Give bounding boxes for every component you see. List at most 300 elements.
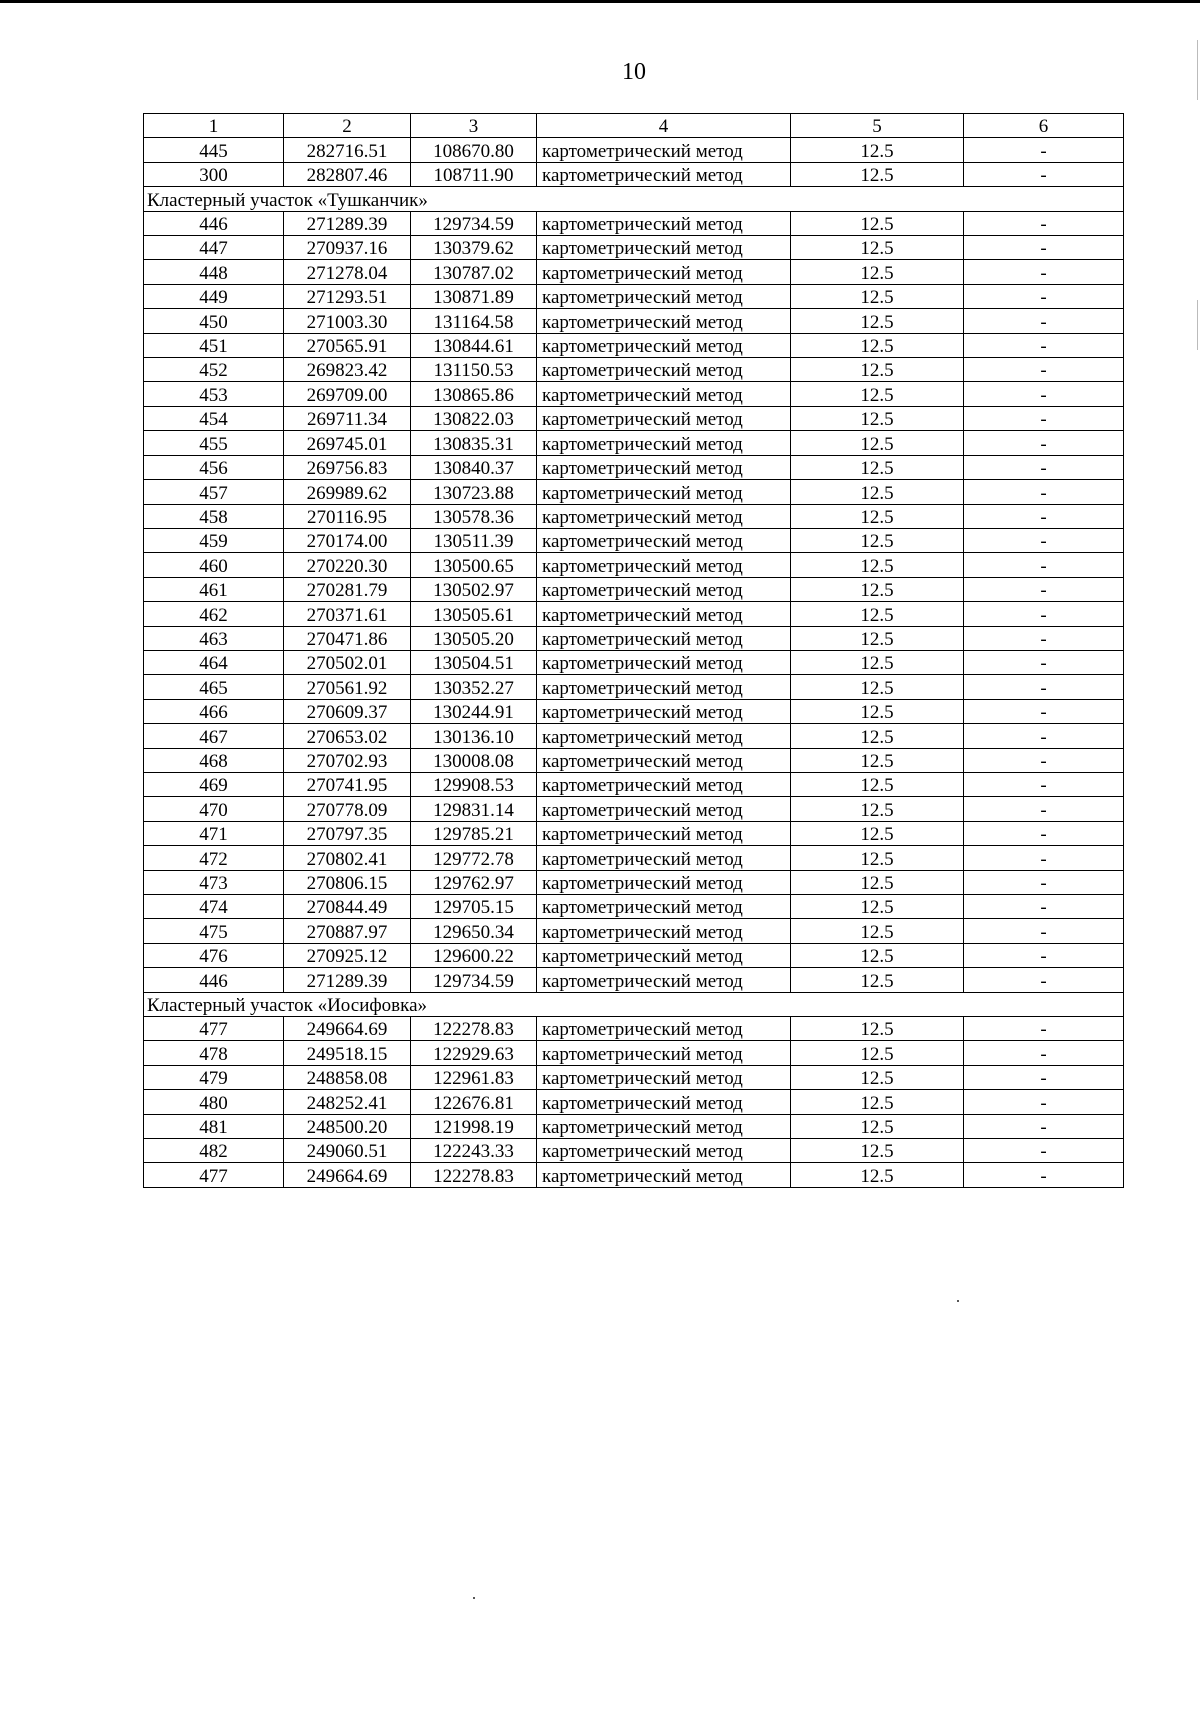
method-cell: картометрический метод	[537, 772, 791, 796]
section-row	[144, 187, 1124, 211]
method-cell: картометрический метод	[537, 138, 791, 162]
note-cell: -	[964, 504, 1124, 528]
method-cell: картометрический метод	[537, 846, 791, 870]
method-cell: картометрический метод	[537, 382, 791, 406]
x-coordinate-cell: 271289.39	[284, 211, 411, 235]
note-cell: -	[964, 382, 1124, 406]
y-coordinate-cell: 130379.62	[411, 236, 537, 260]
point-number-cell: 456	[144, 455, 284, 479]
y-coordinate-cell: 129734.59	[411, 968, 537, 992]
method-cell: картометрический метод	[537, 162, 791, 186]
method-cell: картометрический метод	[537, 1163, 791, 1187]
x-coordinate-cell: 270806.15	[284, 870, 411, 894]
accuracy-cell: 12.5	[791, 358, 964, 382]
header-cell-col-3: 3	[411, 114, 537, 138]
table-row	[144, 1114, 1124, 1138]
x-coordinate-cell: 270471.86	[284, 626, 411, 650]
point-number-cell: 474	[144, 895, 284, 919]
x-coordinate-cell: 269709.00	[284, 382, 411, 406]
note-cell: -	[964, 577, 1124, 601]
x-coordinate-cell: 269823.42	[284, 358, 411, 382]
x-coordinate-cell: 270925.12	[284, 943, 411, 967]
y-coordinate-cell: 122961.83	[411, 1065, 537, 1089]
x-coordinate-cell: 282807.46	[284, 162, 411, 186]
table-row	[144, 528, 1124, 552]
point-number-cell: 470	[144, 797, 284, 821]
x-coordinate-cell: 249664.69	[284, 1163, 411, 1187]
note-cell: -	[964, 1090, 1124, 1114]
note-cell: -	[964, 724, 1124, 748]
note-cell: -	[964, 260, 1124, 284]
method-cell: картометрический метод	[537, 236, 791, 260]
point-number-cell: 461	[144, 577, 284, 601]
note-cell: -	[964, 968, 1124, 992]
y-coordinate-cell: 122243.33	[411, 1139, 537, 1163]
table-row	[144, 797, 1124, 821]
point-number-cell: 463	[144, 626, 284, 650]
method-cell: картометрический метод	[537, 895, 791, 919]
y-coordinate-cell: 130244.91	[411, 699, 537, 723]
accuracy-cell: 12.5	[791, 284, 964, 308]
point-number-cell: 450	[144, 309, 284, 333]
point-number-cell: 455	[144, 431, 284, 455]
table-row	[144, 626, 1124, 650]
table-row	[144, 455, 1124, 479]
point-number-cell: 478	[144, 1041, 284, 1065]
note-cell: -	[964, 138, 1124, 162]
accuracy-cell: 12.5	[791, 797, 964, 821]
table-row	[144, 284, 1124, 308]
table-row	[144, 1041, 1124, 1065]
method-cell: картометрический метод	[537, 553, 791, 577]
x-coordinate-cell: 270174.00	[284, 528, 411, 552]
x-coordinate-cell: 270561.92	[284, 675, 411, 699]
point-number-cell: 300	[144, 162, 284, 186]
x-coordinate-cell: 269756.83	[284, 455, 411, 479]
scan-edge-mark	[1197, 300, 1198, 350]
y-coordinate-cell: 130505.20	[411, 626, 537, 650]
note-cell: -	[964, 1139, 1124, 1163]
method-cell: картометрический метод	[537, 675, 791, 699]
point-number-cell: 466	[144, 699, 284, 723]
accuracy-cell: 12.5	[791, 1114, 964, 1138]
x-coordinate-cell: 271003.30	[284, 309, 411, 333]
accuracy-cell: 12.5	[791, 406, 964, 430]
method-cell: картометрический метод	[537, 724, 791, 748]
y-coordinate-cell: 130844.61	[411, 333, 537, 357]
method-cell: картометрический метод	[537, 968, 791, 992]
y-coordinate-cell: 130723.88	[411, 480, 537, 504]
x-coordinate-cell: 269711.34	[284, 406, 411, 430]
point-number-cell: 479	[144, 1065, 284, 1089]
point-number-cell: 462	[144, 602, 284, 626]
method-cell: картометрический метод	[537, 504, 791, 528]
table-row	[144, 406, 1124, 430]
point-number-cell: 477	[144, 1017, 284, 1041]
method-cell: картометрический метод	[537, 528, 791, 552]
y-coordinate-cell: 131164.58	[411, 309, 537, 333]
x-coordinate-cell: 249664.69	[284, 1017, 411, 1041]
accuracy-cell: 12.5	[791, 577, 964, 601]
table-row	[144, 236, 1124, 260]
y-coordinate-cell: 129772.78	[411, 846, 537, 870]
point-number-cell: 449	[144, 284, 284, 308]
point-number-cell: 446	[144, 211, 284, 235]
note-cell: -	[964, 284, 1124, 308]
x-coordinate-cell: 248500.20	[284, 1114, 411, 1138]
y-coordinate-cell: 130822.03	[411, 406, 537, 430]
y-coordinate-cell: 130136.10	[411, 724, 537, 748]
note-cell: -	[964, 1163, 1124, 1187]
point-number-cell: 472	[144, 846, 284, 870]
table-row	[144, 650, 1124, 674]
table-row	[144, 1090, 1124, 1114]
point-number-cell: 476	[144, 943, 284, 967]
note-cell: -	[964, 1041, 1124, 1065]
note-cell: -	[964, 480, 1124, 504]
note-cell: -	[964, 919, 1124, 943]
y-coordinate-cell: 129785.21	[411, 821, 537, 845]
accuracy-cell: 12.5	[791, 162, 964, 186]
y-coordinate-cell: 129831.14	[411, 797, 537, 821]
method-cell: картометрический метод	[537, 602, 791, 626]
method-cell: картометрический метод	[537, 919, 791, 943]
point-number-cell: 469	[144, 772, 284, 796]
x-coordinate-cell: 270565.91	[284, 333, 411, 357]
x-coordinate-cell: 270653.02	[284, 724, 411, 748]
method-cell: картометрический метод	[537, 358, 791, 382]
table-row	[144, 260, 1124, 284]
table-row	[144, 211, 1124, 235]
note-cell: -	[964, 1114, 1124, 1138]
table-header-row	[144, 114, 1124, 138]
note-cell: -	[964, 699, 1124, 723]
point-number-cell: 454	[144, 406, 284, 430]
table-row	[144, 699, 1124, 723]
note-cell: -	[964, 772, 1124, 796]
method-cell: картометрический метод	[537, 1017, 791, 1041]
method-cell: картометрический метод	[537, 1041, 791, 1065]
accuracy-cell: 12.5	[791, 309, 964, 333]
table-row	[144, 602, 1124, 626]
note-cell: -	[964, 602, 1124, 626]
y-coordinate-cell: 130578.36	[411, 504, 537, 528]
point-number-cell: 471	[144, 821, 284, 845]
note-cell: -	[964, 553, 1124, 577]
y-coordinate-cell: 122676.81	[411, 1090, 537, 1114]
note-cell: -	[964, 797, 1124, 821]
accuracy-cell: 12.5	[791, 650, 964, 674]
point-number-cell: 467	[144, 724, 284, 748]
y-coordinate-cell: 131150.53	[411, 358, 537, 382]
table-row	[144, 772, 1124, 796]
table-row	[144, 431, 1124, 455]
table-row	[144, 504, 1124, 528]
scan-edge-mark	[1197, 40, 1198, 100]
note-cell: -	[964, 211, 1124, 235]
y-coordinate-cell: 129908.53	[411, 772, 537, 796]
method-cell: картометрический метод	[537, 284, 791, 308]
accuracy-cell: 12.5	[791, 1041, 964, 1065]
point-number-cell: 460	[144, 553, 284, 577]
table-row	[144, 724, 1124, 748]
note-cell: -	[964, 1017, 1124, 1041]
y-coordinate-cell: 129762.97	[411, 870, 537, 894]
point-number-cell: 468	[144, 748, 284, 772]
note-cell: -	[964, 1065, 1124, 1089]
accuracy-cell: 12.5	[791, 504, 964, 528]
accuracy-cell: 12.5	[791, 943, 964, 967]
x-coordinate-cell: 270778.09	[284, 797, 411, 821]
y-coordinate-cell: 130504.51	[411, 650, 537, 674]
method-cell: картометрический метод	[537, 333, 791, 357]
y-coordinate-cell: 130505.61	[411, 602, 537, 626]
table-row	[144, 138, 1124, 162]
accuracy-cell: 12.5	[791, 602, 964, 626]
x-coordinate-cell: 248858.08	[284, 1065, 411, 1089]
y-coordinate-cell: 129734.59	[411, 211, 537, 235]
method-cell: картометрический метод	[537, 748, 791, 772]
accuracy-cell: 12.5	[791, 480, 964, 504]
accuracy-cell: 12.5	[791, 626, 964, 650]
table-row	[144, 968, 1124, 992]
point-number-cell: 447	[144, 236, 284, 260]
method-cell: картометрический метод	[537, 650, 791, 674]
note-cell: -	[964, 650, 1124, 674]
note-cell: -	[964, 846, 1124, 870]
point-number-cell: 458	[144, 504, 284, 528]
method-cell: картометрический метод	[537, 455, 791, 479]
x-coordinate-cell: 269745.01	[284, 431, 411, 455]
y-coordinate-cell: 130352.27	[411, 675, 537, 699]
x-coordinate-cell: 270116.95	[284, 504, 411, 528]
method-cell: картометрический метод	[537, 870, 791, 894]
point-number-cell: 473	[144, 870, 284, 894]
section-label: Кластерный участок «Тушканчик»	[144, 187, 1124, 211]
table-body	[144, 114, 1124, 1188]
point-number-cell: 451	[144, 333, 284, 357]
x-coordinate-cell: 269989.62	[284, 480, 411, 504]
note-cell: -	[964, 455, 1124, 479]
accuracy-cell: 12.5	[791, 724, 964, 748]
y-coordinate-cell: 130500.65	[411, 553, 537, 577]
top-edge-rule	[0, 0, 1200, 3]
method-cell: картометрический метод	[537, 797, 791, 821]
section-row	[144, 992, 1124, 1016]
accuracy-cell: 12.5	[791, 919, 964, 943]
point-number-cell: 464	[144, 650, 284, 674]
method-cell: картометрический метод	[537, 211, 791, 235]
note-cell: -	[964, 748, 1124, 772]
method-cell: картометрический метод	[537, 1139, 791, 1163]
header-cell-col-1: 1	[144, 114, 284, 138]
accuracy-cell: 12.5	[791, 236, 964, 260]
table-row	[144, 943, 1124, 967]
y-coordinate-cell: 130502.97	[411, 577, 537, 601]
accuracy-cell: 12.5	[791, 431, 964, 455]
y-coordinate-cell: 130835.31	[411, 431, 537, 455]
y-coordinate-cell: 122278.83	[411, 1163, 537, 1187]
x-coordinate-cell: 270797.35	[284, 821, 411, 845]
x-coordinate-cell: 270281.79	[284, 577, 411, 601]
x-coordinate-cell: 270802.41	[284, 846, 411, 870]
note-cell: -	[964, 333, 1124, 357]
x-coordinate-cell: 248252.41	[284, 1090, 411, 1114]
note-cell: -	[964, 895, 1124, 919]
x-coordinate-cell: 270887.97	[284, 919, 411, 943]
x-coordinate-cell: 271289.39	[284, 968, 411, 992]
y-coordinate-cell: 130787.02	[411, 260, 537, 284]
x-coordinate-cell: 270220.30	[284, 553, 411, 577]
table-row	[144, 162, 1124, 186]
x-coordinate-cell: 270502.01	[284, 650, 411, 674]
method-cell: картометрический метод	[537, 626, 791, 650]
y-coordinate-cell: 130511.39	[411, 528, 537, 552]
scan-dot	[473, 1597, 475, 1599]
accuracy-cell: 12.5	[791, 748, 964, 772]
x-coordinate-cell: 270844.49	[284, 895, 411, 919]
point-number-cell: 459	[144, 528, 284, 552]
note-cell: -	[964, 528, 1124, 552]
page-number: 10	[622, 59, 646, 85]
point-number-cell: 445	[144, 138, 284, 162]
y-coordinate-cell: 122278.83	[411, 1017, 537, 1041]
accuracy-cell: 12.5	[791, 1090, 964, 1114]
y-coordinate-cell: 129600.22	[411, 943, 537, 967]
note-cell: -	[964, 821, 1124, 845]
accuracy-cell: 12.5	[791, 528, 964, 552]
note-cell: -	[964, 870, 1124, 894]
x-coordinate-cell: 271278.04	[284, 260, 411, 284]
section-label: Кластерный участок «Иосифовка»	[144, 992, 1124, 1016]
x-coordinate-cell: 282716.51	[284, 138, 411, 162]
table-row	[144, 1017, 1124, 1041]
x-coordinate-cell: 270609.37	[284, 699, 411, 723]
note-cell: -	[964, 236, 1124, 260]
accuracy-cell: 12.5	[791, 895, 964, 919]
y-coordinate-cell: 121998.19	[411, 1114, 537, 1138]
accuracy-cell: 12.5	[791, 382, 964, 406]
accuracy-cell: 12.5	[791, 1065, 964, 1089]
scan-dot	[957, 1300, 959, 1302]
point-number-cell: 477	[144, 1163, 284, 1187]
x-coordinate-cell: 249518.15	[284, 1041, 411, 1065]
y-coordinate-cell: 130871.89	[411, 284, 537, 308]
accuracy-cell: 12.5	[791, 1017, 964, 1041]
point-number-cell: 482	[144, 1139, 284, 1163]
method-cell: картометрический метод	[537, 431, 791, 455]
note-cell: -	[964, 431, 1124, 455]
accuracy-cell: 12.5	[791, 870, 964, 894]
table-row	[144, 358, 1124, 382]
accuracy-cell: 12.5	[791, 772, 964, 796]
method-cell: картометрический метод	[537, 1114, 791, 1138]
accuracy-cell: 12.5	[791, 1139, 964, 1163]
method-cell: картометрический метод	[537, 260, 791, 284]
point-number-cell: 475	[144, 919, 284, 943]
point-number-cell: 480	[144, 1090, 284, 1114]
x-coordinate-cell: 249060.51	[284, 1139, 411, 1163]
method-cell: картометрический метод	[537, 577, 791, 601]
table-row	[144, 553, 1124, 577]
point-number-cell: 453	[144, 382, 284, 406]
table-row	[144, 748, 1124, 772]
table-row	[144, 309, 1124, 333]
note-cell: -	[964, 406, 1124, 430]
point-number-cell: 465	[144, 675, 284, 699]
accuracy-cell: 12.5	[791, 846, 964, 870]
accuracy-cell: 12.5	[791, 968, 964, 992]
note-cell: -	[964, 675, 1124, 699]
table-row	[144, 821, 1124, 845]
y-coordinate-cell: 130865.86	[411, 382, 537, 406]
table-row	[144, 480, 1124, 504]
y-coordinate-cell: 129705.15	[411, 895, 537, 919]
accuracy-cell: 12.5	[791, 138, 964, 162]
table-row	[144, 870, 1124, 894]
method-cell: картометрический метод	[537, 1065, 791, 1089]
header-cell-col-2: 2	[284, 114, 411, 138]
accuracy-cell: 12.5	[791, 699, 964, 723]
point-number-cell: 448	[144, 260, 284, 284]
header-cell-col-6: 6	[964, 114, 1124, 138]
y-coordinate-cell: 108670.80	[411, 138, 537, 162]
table-row	[144, 333, 1124, 357]
x-coordinate-cell: 270937.16	[284, 236, 411, 260]
method-cell: картометрический метод	[537, 699, 791, 723]
header-cell-col-4: 4	[537, 114, 791, 138]
accuracy-cell: 12.5	[791, 675, 964, 699]
x-coordinate-cell: 270371.61	[284, 602, 411, 626]
table-row	[144, 675, 1124, 699]
accuracy-cell: 12.5	[791, 333, 964, 357]
x-coordinate-cell: 270741.95	[284, 772, 411, 796]
y-coordinate-cell: 130840.37	[411, 455, 537, 479]
note-cell: -	[964, 626, 1124, 650]
table-row	[144, 1163, 1124, 1187]
x-coordinate-cell: 270702.93	[284, 748, 411, 772]
note-cell: -	[964, 358, 1124, 382]
y-coordinate-cell: 108711.90	[411, 162, 537, 186]
y-coordinate-cell: 130008.08	[411, 748, 537, 772]
method-cell: картометрический метод	[537, 1090, 791, 1114]
accuracy-cell: 12.5	[791, 211, 964, 235]
point-number-cell: 481	[144, 1114, 284, 1138]
method-cell: картометрический метод	[537, 480, 791, 504]
table-row	[144, 577, 1124, 601]
table-row	[144, 1139, 1124, 1163]
header-cell-col-5: 5	[791, 114, 964, 138]
point-number-cell: 457	[144, 480, 284, 504]
method-cell: картометрический метод	[537, 309, 791, 333]
table-row	[144, 382, 1124, 406]
note-cell: -	[964, 309, 1124, 333]
point-number-cell: 452	[144, 358, 284, 382]
table-row	[144, 895, 1124, 919]
y-coordinate-cell: 129650.34	[411, 919, 537, 943]
method-cell: картометрический метод	[537, 943, 791, 967]
accuracy-cell: 12.5	[791, 260, 964, 284]
accuracy-cell: 12.5	[791, 1163, 964, 1187]
coordinates-table	[143, 113, 1124, 1188]
note-cell: -	[964, 943, 1124, 967]
y-coordinate-cell: 122929.63	[411, 1041, 537, 1065]
method-cell: картометрический метод	[537, 821, 791, 845]
table-row	[144, 846, 1124, 870]
method-cell: картометрический метод	[537, 406, 791, 430]
table-row	[144, 1065, 1124, 1089]
x-coordinate-cell: 271293.51	[284, 284, 411, 308]
